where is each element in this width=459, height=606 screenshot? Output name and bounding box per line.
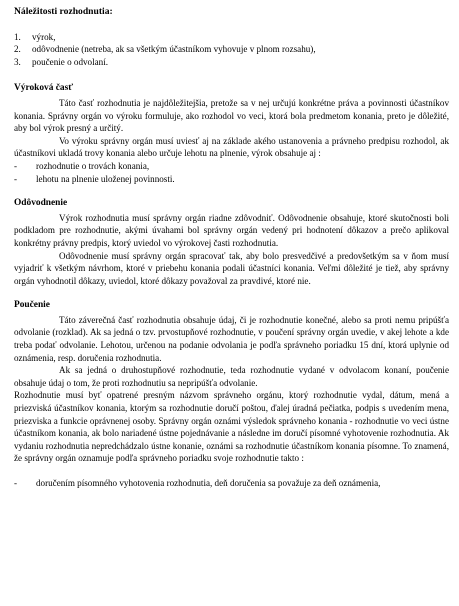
- dash-bullet: -: [14, 160, 18, 171]
- requirement-text: výrok,: [32, 31, 56, 42]
- section-odovodnenie: [14, 197, 449, 287]
- requirement-text: odôvodnenie (netreba, ak sa všetkým účastníkom vyhovuje v plnom rozsahu),: [32, 44, 316, 55]
- paragraph: Ak sa jedná o druhostupňové rozhodnutie, teda rozhodnutie vydané v odvolacom konaní, poučenie obsahuje údaj o tom, že proti rozhodnutiu sa nepripúšťa odvolanie.: [14, 365, 449, 388]
- paragraph: Táto časť rozhodnutia je najdôležitejšia, pretože sa v nej určujú konkrétne práva a povinnosti účastníkov konania. Správny orgán vo výroku formuluje, ako rozhodol vo veci, ktorá bola predmetom konania, preto je dôležité, aby bol výrok presný a určitý.: [14, 97, 449, 134]
- dash-list: [14, 477, 449, 490]
- dash-list: [14, 160, 449, 185]
- paragraph: Vo výroku správny orgán musí uviesť aj na základe akého ustanovenia a právneho predpisu rozhodol, ak účastníkovi ukladá trovy konania alebo určuje lehotu na plnenie, výrok obsahuje aj :: [14, 135, 449, 159]
- section-poucenie: [14, 299, 449, 489]
- dash-bullet: -: [14, 478, 18, 488]
- section-heading: Výroková časť: [14, 83, 74, 94]
- requirements-list: [14, 31, 449, 69]
- section-heading: Poučenie: [14, 300, 50, 311]
- section-heading: Odôvodnenie: [14, 198, 68, 209]
- list-item: [14, 173, 449, 186]
- paragraph: Rozhodnutie musí byť opatrené presným názvom správneho orgánu, ktorý rozhodnutie vydal, dátum, mená a priezviská účastníkov konania, ktorým sa rozhodnutie doručí poštou, ďalej úradná pečiatka, podpis s uvedením mena, priezviska a funkcie oprávnenej osoby. Správny orgán oznámi výsledok správneho konania - rozhodnutie vo veci ústne účastníkom konania, ak bolo nariadené ústne pojednávanie a následne im doručí písomné vyhotovenie rozhodnutia. Ak vydaniu rozhodnutia nepredchádzalo ústne konanie, oznámi sa rozhodnutie účastníkom konania písomne. To znamená, že správny orgán oznamuje podľa správneho poriadku svoje rozhodnutie takto :: [14, 390, 449, 464]
- paragraph: Táto záverečná časť rozhodnutia obsahuje údaj, či je rozhodnutie konečné, alebo sa proti nemu pripúšťa odvolanie (rozklad). Ak sa jedná o tzv. prvostupňové rozhodnutie, v poučení správny orgán uvedie, v akej lehote a kde treba podať odvolanie. Lehotou, určenou na podanie odvolania je podľa správneho poriadku 15 dní, ktorá uplynie od oznámenia, resp. doručenia rozhodnutia.: [14, 314, 449, 363]
- paragraph: Výrok rozhodnutia musí správny orgán riadne zdôvodniť. Odôvodnenie obsahuje, ktoré skutočnosti boli podkladom pre rozhodnutie, akými úvahami bol správny orgán vedený pri hodnotení dôkazov a prečo aplikoval konkrétny právny predpis, ktorý uviedol vo výrokovej časti rozhodnutia.: [14, 212, 449, 248]
- requirement-item: [14, 43, 449, 56]
- section-vyrok: [14, 82, 449, 185]
- requirement-item: [14, 56, 449, 69]
- requirement-number: 3.: [14, 56, 21, 67]
- dash-bullet: -: [14, 173, 18, 184]
- requirement-number: 1.: [14, 31, 21, 42]
- list-item: [14, 477, 449, 490]
- list-item-text: lehotu na plnenie uloženej povinnosti.: [36, 173, 175, 184]
- requirement-text: poučenie o odvolaní.: [32, 56, 109, 67]
- list-item-text: doručením písomného vyhotovenia rozhodnutia, deň doručenia sa považuje za deň oznámenia,: [36, 478, 381, 488]
- requirement-number: 2.: [14, 44, 21, 55]
- requirement-item: [14, 31, 449, 44]
- list-item-text: rozhodnutie o trovách konania,: [36, 160, 150, 171]
- paragraph: Odôvodnenie musí správny orgán spracovať tak, aby bolo presvedčivé a predovšetkým sa v ňom musí vyjadriť k všetkým návrhom, ktoré v priebehu konania podali účastníci konania. Veľmi dôležité je tiež, aby správny orgán vyhodnotil dôkazy, uviedol, ktoré dôkazy považoval za pravdivé, ktoré nie.: [14, 250, 449, 286]
- document-title: Náležitosti rozhodnutia:: [14, 6, 113, 17]
- list-item: [14, 160, 449, 173]
